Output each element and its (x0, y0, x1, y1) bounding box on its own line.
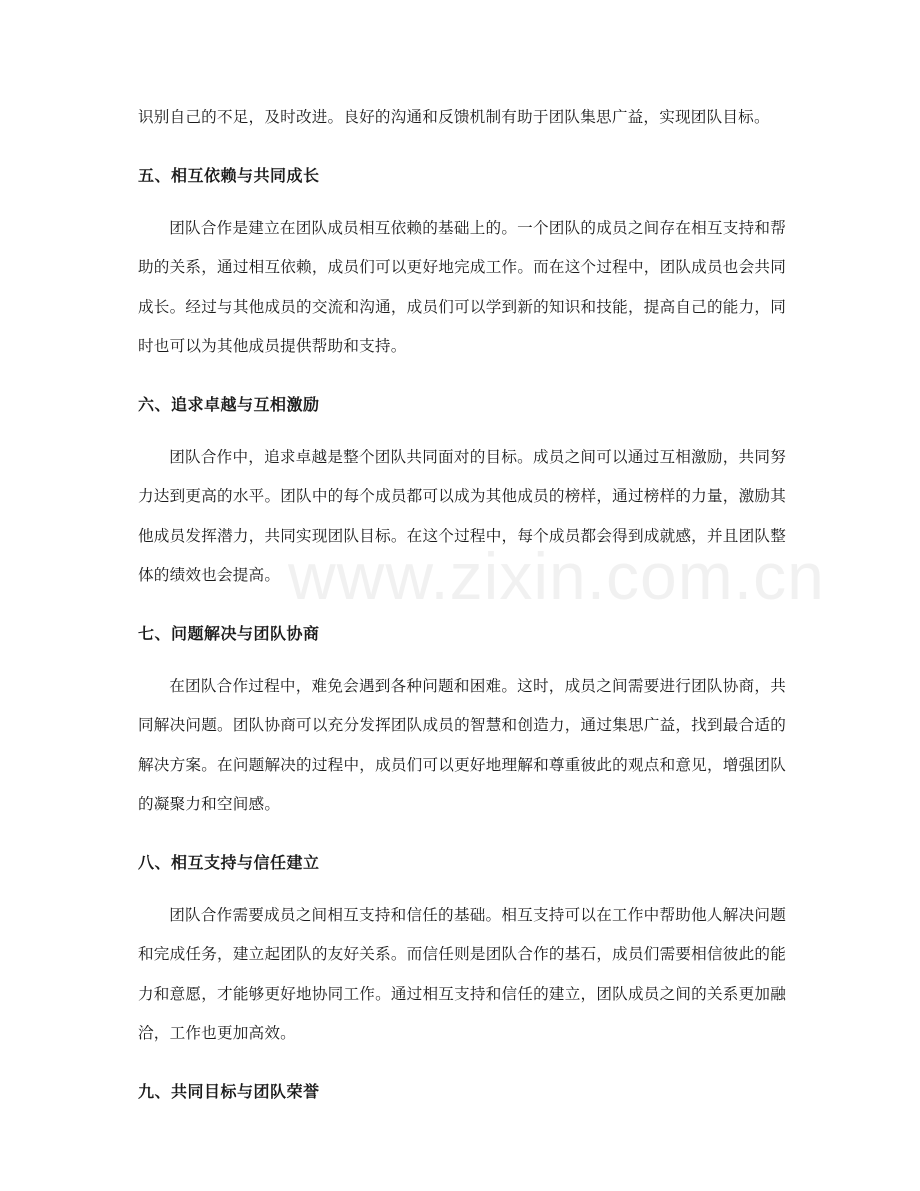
section-body-7: 在团队合作过程中，难免会遇到各种问题和困难。这时，成员之间需要进行团队协商，共同解决问题。团队协商可以充分发挥团队成员的智慧和创造力，通过集思广益，找到最合适的解决方案。在问题解决的过程中，成员们可以更好地理解和尊重彼此的观点和意见，增强团队的凝聚力和空间感。 (138, 676, 786, 813)
section-heading-5: 五、相互依赖与共同成长 (138, 165, 320, 185)
watermark-text: www.zixin.com.cn (288, 539, 825, 613)
section-heading-9: 九、共同目标与团队荣誉 (138, 1081, 320, 1101)
section-body-6: 团队合作中，追求卓越是整个团队共同面对的目标。成员之间可以通过互相激励，共同努力达到更高的水平。团队中的每个成员都可以成为其他成员的榜样，通过榜样的力量，激励其他成员发挥潜力，共同实现团队目标。在这个过程中，每个成员都会得到成就感，并且团队整体的绩效也会提高。 (138, 447, 786, 584)
section-heading-8: 八、相互支持与信任建立 (138, 852, 320, 872)
section-body-5: 团队合作是建立在团队成员相互依赖的基础上的。一个团队的成员之间存在相互支持和帮助的关系，通过相互依赖，成员们可以更好地完成工作。而在这个过程中，团队成员也会共同成长。经过与其他成员的交流和沟通，成员们可以学到新的知识和技能，提高自己的能力，同时也可以为其他成员提供帮助和支持。 (138, 218, 786, 355)
document-content (138, 98, 786, 1104)
section-body-8: 团队合作需要成员之间相互支持和信任的基础。相互支持可以在工作中帮助他人解决问题和完成任务，建立起团队的友好关系。而信任则是团队合作的基石，成员们需要相信彼此的能力和意愿，才能够更好地协同工作。通过相互支持和信任的建立，团队成员之间的关系更加融洽，工作也更加高效。 (138, 905, 786, 1042)
intro-paragraph: 识别自己的不足，及时改进。良好的沟通和反馈机制有助于团队集思广益，实现团队目标。 (138, 108, 770, 126)
section-heading-6: 六、追求卓越与互相激励 (138, 394, 320, 414)
section-heading-7: 七、问题解决与团队协商 (138, 623, 320, 643)
